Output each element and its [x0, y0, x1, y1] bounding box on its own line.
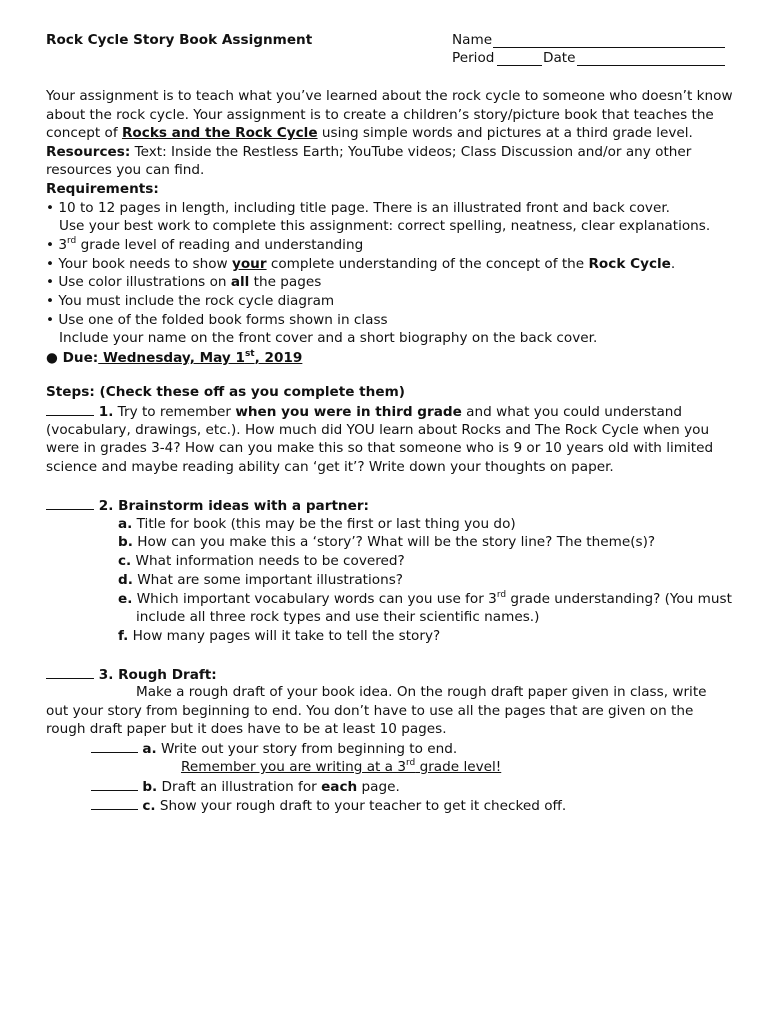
requirement-item: • You must include the rock cycle diagram	[46, 293, 335, 309]
checkoff-blank[interactable]	[91, 777, 138, 791]
bullet-icon: •	[46, 274, 55, 290]
period-label: Period	[452, 50, 495, 66]
requirement-item: • Use color illustrations on all the pages	[46, 274, 322, 290]
step-3-item-a: a. Write out your story from beginning to end.	[91, 739, 457, 758]
step-2-item-e-continued: include all three rock types and use their scientific names.)	[136, 609, 540, 625]
intro-line-1: Your assignment is to teach what you’ve learned about the rock cycle to someone who doesn’t know	[46, 88, 733, 104]
resources-line-1: Resources: Text: Inside the Restless Earth; YouTube videos; Class Discussion and/or any other	[46, 144, 692, 160]
checkoff-blank[interactable]	[46, 496, 94, 510]
assignment-title: Rock Cycle Story Book Assignment	[46, 32, 313, 48]
requirement-item: • 3rd grade level of reading and understanding	[46, 236, 364, 253]
requirement-item: • Your book needs to show your complete understanding of the concept of the Rock Cycle.	[46, 256, 676, 272]
name-label: Name	[452, 32, 493, 48]
requirement-item-continued: Use your best work to complete this assignment: correct spelling, neatness, clear explanations.	[59, 218, 711, 234]
due-bullet-icon: ●	[46, 350, 58, 366]
period-field-line	[497, 64, 542, 66]
step-2-item-c: c. What information needs to be covered?	[118, 553, 405, 569]
checkoff-blank[interactable]	[91, 796, 138, 810]
step-1-line-3: were in grades 3-4? How can you make this so that someone who is 9 or 10 years old with limited	[46, 440, 714, 456]
bullet-icon: •	[46, 200, 55, 216]
step-2-item-d: d. What are some important illustrations?	[118, 572, 403, 588]
step-3-item-c: c. Show your rough draft to your teacher to get it checked off.	[91, 796, 566, 815]
step-2-item-e: e. Which important vocabulary words can you use for 3rd grade understanding? (You must	[118, 590, 732, 607]
requirements-heading: Requirements:	[46, 181, 159, 197]
step-2: 2. Brainstorm ideas with a partner:	[46, 496, 369, 515]
bullet-icon: •	[46, 237, 55, 253]
step-2-item-a: a. Title for book (this may be the first or last thing you do)	[118, 516, 516, 532]
date-field-line	[577, 64, 725, 66]
step-2-item-f: f. How many pages will it take to tell the story?	[118, 628, 441, 644]
step-3-line-2: out your story from beginning to end. You don’t have to use all the pages that are given on the	[46, 703, 694, 719]
resources-label: Resources:	[46, 144, 131, 160]
step-3-line-3: rough draft paper but it does have to be at least 10 pages.	[46, 721, 447, 737]
due-date-value: Wednesday, May 1st, 2019	[98, 349, 303, 366]
name-field-line	[493, 46, 725, 48]
bullet-icon: •	[46, 256, 55, 272]
date-label: Date	[543, 50, 576, 66]
requirement-item: • Use one of the folded book forms shown in class	[46, 312, 388, 328]
step-1-line-4: science and maybe reading ability can ‘get it’? Write down your thoughts on paper.	[46, 459, 614, 475]
checkoff-blank[interactable]	[46, 665, 94, 679]
intro-line-2: about the rock cycle. Your assignment is to create a children’s story/picture book that teaches the	[46, 107, 714, 123]
step-3-item-b: b. Draft an illustration for each page.	[91, 777, 400, 796]
bullet-icon: •	[46, 293, 55, 309]
steps-heading: Steps: (Check these off as you complete them)	[46, 384, 405, 400]
resources-line-2: resources you can find.	[46, 162, 205, 178]
grade-level-reminder: Remember you are writing at a 3rd grade level!	[181, 758, 502, 775]
step-1-line-2: (vocabulary, drawings, etc.). How much did YOU learn about Rocks and The Rock Cycle when you	[46, 422, 710, 438]
due-date: ● Due: Wednesday, May 1st, 2019	[46, 349, 303, 366]
requirement-item: • 10 to 12 pages in length, including title page. There is an illustrated front and back cover.	[46, 200, 670, 216]
checkoff-blank[interactable]	[46, 402, 94, 416]
step-1: 1. Try to remember when you were in third grade and what you could understand	[46, 402, 682, 421]
step-3-line-1: Make a rough draft of your book idea. On the rough draft paper given in class, write	[136, 684, 707, 700]
intro-line-3: concept of Rocks and the Rock Cycle using simple words and pictures at a third grade level.	[46, 125, 693, 141]
rock-cycle-emphasis: Rocks and the Rock Cycle	[121, 125, 318, 141]
step-2-item-b: b. How can you make this a ‘story’? What will be the story line? The theme(s)?	[118, 534, 656, 550]
step-3: 3. Rough Draft:	[46, 665, 217, 684]
bullet-icon: •	[46, 312, 55, 328]
checkoff-blank[interactable]	[91, 739, 138, 753]
requirement-item-continued: Include your name on the front cover and a short biography on the back cover.	[59, 330, 598, 346]
